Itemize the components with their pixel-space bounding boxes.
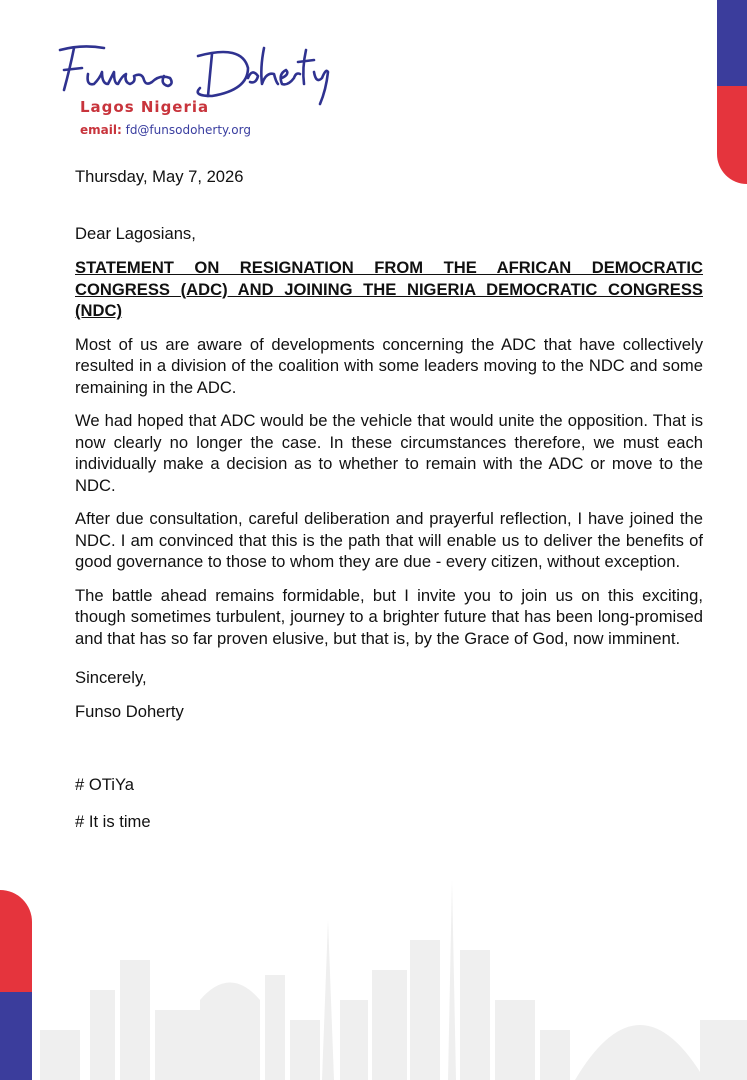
letterhead-location: Lagos Nigeria [80,98,210,116]
paragraph-3: After due consultation, careful deliberation and prayerful reflection, I have joined the NDC. I am convinced that this is the path that will enable us to deliver the benefits of good governance to those to whom they are due - every citizen, without exception. [75,509,703,571]
skyline-watermark [0,880,747,1080]
statement-subject: STATEMENT ON RESIGNATION FROM THE AFRICAN DEMOCRATIC CONGRESS (ADC) AND JOINING THE NIGERIA DEMOCRATIC CONGRESS (NDC) [75,258,703,320]
email-address: fd@funsodoherty.org [125,123,251,137]
letter-body [75,166,703,847]
letter-date: Thursday, May 7, 2026 [75,167,244,186]
letterhead-email-line [80,123,251,137]
email-label: email: [80,123,122,137]
signer-name: Funso Doherty [75,701,184,721]
right-blue-stripe [717,0,747,90]
paragraph-2: We had hoped that ADC would be the vehicle that would unite the opposition. That is now clearly no longer the case. In these circumstances therefore, we must each individually make a decision as to whether to remain with the ADC or move to the NDC. [75,411,703,495]
closing: Sincerely, [75,668,147,687]
salutation: Dear Lagosians, [75,223,196,243]
paragraph-1: Most of us are aware of developments concerning the ADC that have collectively resulted in a division of the coalition with some leaders moving to the NDC and some remaining in the ADC. [75,334,703,397]
right-red-stripe [717,86,747,184]
paragraph-4: The battle ahead remains formidable, but I invite you to join us on this exciting, though sometimes turbulent, journey to a brighter future that has been long-promised and that has so far proven elusive, but that is, by the Grace of God, now imminent. [75,585,703,648]
hashtag-otiya: # OTiYa [75,775,135,794]
hashtag-it-is-time: # It is time [75,811,151,831]
